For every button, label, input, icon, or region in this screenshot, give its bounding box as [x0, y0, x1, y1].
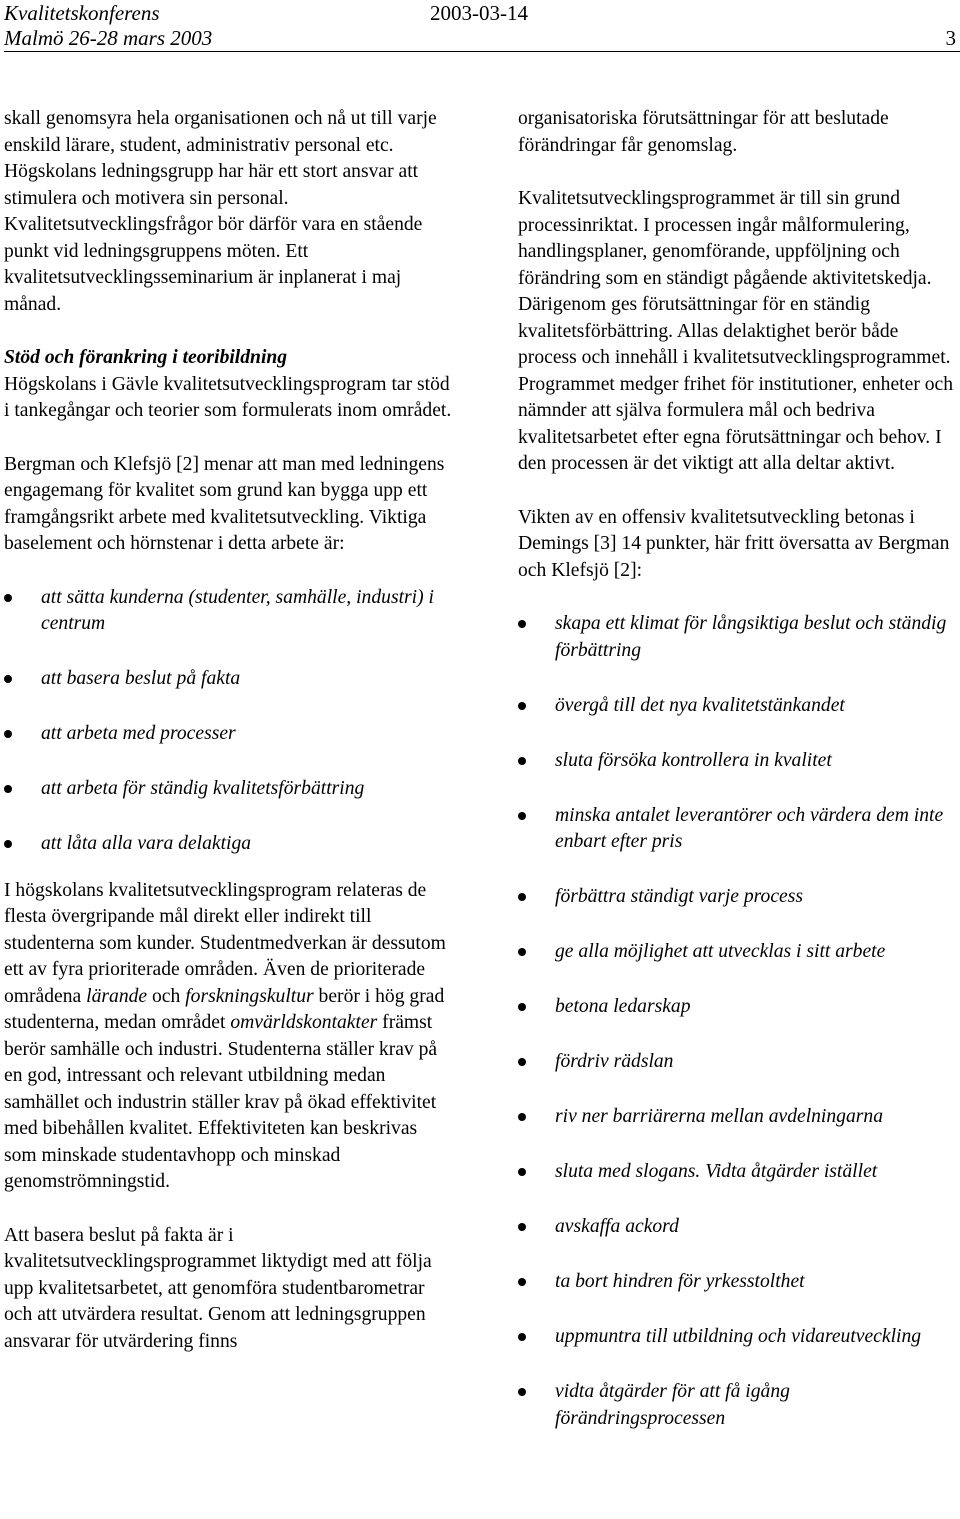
- bullet-icon: [518, 1058, 526, 1066]
- list-item: sluta med slogans. Vidta åtgärder istället: [518, 1159, 960, 1186]
- bullet-icon: [518, 893, 526, 901]
- term-larande: lärande: [86, 985, 148, 1007]
- bullet-list: [4, 585, 454, 858]
- bullet-icon: [518, 620, 526, 628]
- bullet-icon: [518, 702, 526, 710]
- bullet-icon: [518, 1223, 526, 1231]
- section-heading: Stöd och förankring i teoribildning: [4, 347, 288, 368]
- bullet-list: [518, 611, 960, 1432]
- document-date: 2003-03-14: [430, 1, 528, 25]
- bullet-icon: [518, 1388, 526, 1396]
- bullet-icon: [4, 730, 12, 738]
- bullet-icon: [518, 1003, 526, 1011]
- list-item: att basera beslut på fakta: [4, 666, 454, 693]
- paragraph: Att basera beslut på fakta är i kvalitetsutvecklingsprogrammet liktydigt med att följa upp kvalitetsarbetet, att genomföra studentbarometrar och att utvärdera resultat. Genom att ledningsgruppen ansvarar för utvärdering finns: [4, 1224, 432, 1352]
- bullet-icon: [518, 812, 526, 820]
- paragraph: Vikten av en offensiv kvalitetsutveckling betonas i Demings [3] 14 punkter, här fritt översatta av Bergman och Klefsjö [2]:: [518, 506, 950, 581]
- list-item: skapa ett klimat för långsiktiga beslut och ständig förbättring: [518, 611, 960, 664]
- list-item: ta bort hindren för yrkesstolthet: [518, 1269, 960, 1296]
- left-column: [4, 106, 454, 1382]
- header-rule: [4, 51, 960, 52]
- right-column: [518, 106, 960, 1460]
- conference-place-date: Malmö 26-28 mars 2003: [4, 26, 213, 50]
- bullet-icon: [518, 1113, 526, 1121]
- list-item: fördriv rädslan: [518, 1049, 960, 1076]
- list-item: att arbeta för ständig kvalitetsförbättring: [4, 776, 454, 803]
- bullet-icon: [4, 840, 12, 848]
- list-item: betona ledarskap: [518, 994, 960, 1021]
- paragraph: skall genomsyra hela organisationen och nå ut till varje enskild lärare, student, administrativ personal etc. Högskolans ledningsgrupp har här ett stort ansvar att stimulera och motivera sin personal. Kvalitetsutvecklingsfrågor bör därför vara en stående punkt vid ledningsgruppens möten. Ett kvalitetsutvecklingsseminarium är inplanerat i maj månad.: [4, 108, 437, 315]
- paragraph: Bergman och Klefsjö [2] menar att man med ledningens engagemang för kvalitet som grund kan bygga upp ett framgångsrikt arbete med kvalitetsutveckling. Viktiga baselement och hörnstenar i detta arbete är:: [4, 453, 445, 554]
- term-omvarldskontakter: omvärldskontakter: [230, 1012, 378, 1033]
- list-item: avskaffa ackord: [518, 1214, 960, 1241]
- bullet-icon: [4, 785, 12, 793]
- paragraph: Högskolans i Gävle kvalitetsutvecklingsprogram tar stöd i tankegångar och teorier som formulerats inom området.: [4, 373, 452, 421]
- bullet-icon: [4, 594, 12, 602]
- paragraph: I högskolans kvalitetsutvecklingsprogram relateras de flesta övergripande mål direkt eller indirekt till studenterna som kunder. Studentmedverkan är dessutom ett av fyra prioriterade områden. Även de prioriterade områdena lärande och forskningskultur berör i hög grad studenterna, medan området omvärldskontakter främst berör samhälle och industri. Studenterna ställer krav på en god, intressant och relevant utbildning medan samhället och industrin ställer krav på ökad effektivitet med bibehållen kvalitet. Effektiviteten kan beskrivas som minskade studentavhopp och minskad genomströmningstid.: [4, 879, 446, 1192]
- bullet-icon: [518, 757, 526, 765]
- list-item: vidta åtgärder för att få igång förändringsprocessen: [518, 1379, 960, 1432]
- bullet-icon: [518, 1278, 526, 1286]
- bullet-icon: [518, 1168, 526, 1176]
- page-number: 3: [945, 26, 956, 50]
- list-item: sluta försöka kontrollera in kvalitet: [518, 748, 960, 775]
- paragraph: organisatoriska förutsättningar för att beslutade förändringar får genomslag.: [518, 108, 889, 156]
- list-item: ge alla möjlighet att utvecklas i sitt arbete: [518, 939, 960, 966]
- list-item: att arbeta med processer: [4, 721, 454, 748]
- bullet-icon: [4, 675, 12, 683]
- list-item: minska antalet leverantörer och värdera dem inte enbart efter pris: [518, 803, 960, 856]
- list-item: uppmuntra till utbildning och vidareutveckling: [518, 1324, 960, 1351]
- list-item: övergå till det nya kvalitetstänkandet: [518, 693, 960, 720]
- page-header: [4, 0, 960, 52]
- list-item: riv ner barriärerna mellan avdelningarna: [518, 1104, 960, 1131]
- bullet-icon: [518, 948, 526, 956]
- paragraph: Kvalitetsutvecklingsprogrammet är till sin grund processinriktat. I processen ingår målformulering, handlingsplaner, genomförande, uppföljning och förändring som en ständigt pågående aktivitetskedja. Därigenom ges förutsättningar för en ständig kvalitetsförbättring. Allas delaktighet berör både process och innehåll i kvalitetsutvecklingsprogrammet. Programmet medger frihet för institutioner, enheter och nämnder att själva formulera mål och bedriva kvalitetsarbetet efter egna förutsättningar och behov. I den processen är det viktigt att alla deltar aktivt.: [518, 188, 954, 474]
- list-item: förbättra ständigt varje process: [518, 884, 960, 911]
- list-item: att sätta kunderna (studenter, samhälle, industri) i centrum: [4, 585, 454, 638]
- bullet-icon: [518, 1333, 526, 1341]
- section: [4, 345, 454, 425]
- list-item: att låta alla vara delaktiga: [4, 831, 454, 858]
- conference-title: Kvalitetskonferens: [4, 1, 160, 25]
- term-forskningskultur: forskningskultur: [185, 985, 314, 1007]
